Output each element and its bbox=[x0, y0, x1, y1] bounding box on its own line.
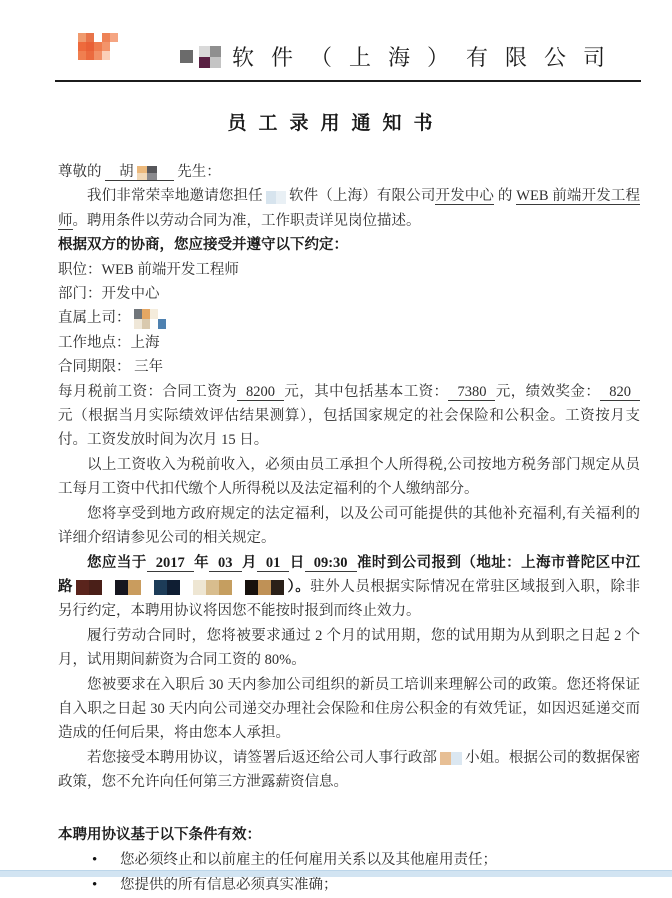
acceptance-paragraph bbox=[58, 746, 640, 795]
term-value: 上海 bbox=[130, 334, 160, 351]
invitation-text-end: 。聘用条件以劳动合同为准，工作职责详见岗位描述。 bbox=[72, 212, 421, 229]
report-text: 年 bbox=[193, 554, 210, 571]
window-bottom-strip bbox=[0, 870, 672, 877]
report-text: 准时到公司报到（地址：上海市普陀区中江路 bbox=[58, 554, 641, 595]
agreement-heading: 根据双方的协商，您应接受并遵守以下约定： bbox=[58, 237, 348, 254]
report-text: 日 bbox=[289, 554, 305, 571]
invitation-text-mid: 的 bbox=[497, 188, 513, 205]
bonus-value: 820 bbox=[600, 384, 640, 401]
term-label: 职位： bbox=[58, 261, 102, 278]
training-paragraph: 您被要求在入职后 30 天内参加公司组织的新员工培训来理解公司的政策。您还将保证自入职之日起 30 天内向公司递交办理社会保险和住房公积金的有效凭证，如因迟延递交而造成的任何后果，将由您本人承担。 bbox=[58, 676, 640, 742]
term-label: 直属上司： bbox=[58, 310, 131, 327]
invitation-text-a: 我们非常荣幸地邀请您担任 bbox=[87, 188, 263, 205]
recipient-name-redacted bbox=[137, 166, 157, 180]
report-time: 09:30 bbox=[305, 555, 357, 572]
conditions-heading: 本聘用协议基于以下条件有效： bbox=[58, 826, 261, 843]
bullet-icon bbox=[92, 848, 120, 872]
term-value: WEB 前端开发工程师 bbox=[101, 261, 239, 278]
base-salary-value: 7380 bbox=[448, 384, 495, 401]
condition-item bbox=[58, 873, 640, 897]
report-text: ）。 bbox=[287, 578, 311, 595]
company-name-redacted-inline bbox=[266, 191, 286, 204]
acceptance-text: 小姐。根据公司的数据保密政策，您不允许向任何第三方泄露薪资信息。 bbox=[58, 749, 640, 791]
report-year: 2017 bbox=[147, 555, 194, 572]
tax-paragraph: 以上工资收入为税前收入，必须由员工承担个人所得税,公司按地方税务部门规定从员工每月工资中代扣代缴个人所得税以及法定福利的个人缴纳部分。 bbox=[58, 456, 640, 498]
letterhead bbox=[55, 0, 641, 82]
bullet-icon bbox=[92, 873, 120, 897]
term-row-supervisor bbox=[58, 306, 640, 330]
report-tail-text: 驻外人员根据实际情况在常驻区域报到入职，除非另行约定，本聘用协议将因您不能按时报到而终止效力。 bbox=[58, 578, 641, 620]
welfare-paragraph: 您将享受到地方政府规定的法定福利，以及公司可能提供的其他补充福利,有关福利的详细介绍请参见公司的相关规定。 bbox=[58, 505, 640, 547]
term-value: 三年 bbox=[134, 359, 164, 376]
salary-text: 元，绩效奖金： bbox=[495, 383, 601, 400]
hr-contact-name-redacted bbox=[440, 752, 462, 765]
report-text: 您应当于 bbox=[87, 554, 147, 571]
condition-text: 您提供的所有信息必须真实准确； bbox=[120, 877, 338, 894]
condition-item bbox=[58, 848, 640, 872]
invitation-text-b: 软件（上海）有限公司 bbox=[288, 188, 436, 205]
address-redacted bbox=[76, 580, 284, 595]
letter-body bbox=[58, 160, 640, 898]
term-row-position bbox=[58, 258, 640, 282]
department-underlined: 开发中心 bbox=[435, 188, 495, 205]
salary-text: 元（根据当月实际绩效评估结果测算），包括国家规定的社会保险和公积金。工资按月支付。工资发放时间为次月 15 日。 bbox=[58, 408, 640, 449]
company-name-redacted-block-1 bbox=[180, 50, 193, 63]
term-label: 工作地点： bbox=[58, 334, 131, 351]
term-label: 部门： bbox=[58, 286, 102, 303]
supervisor-name-redacted bbox=[134, 309, 166, 329]
salary-text: 每月税前工资：合同工资为 bbox=[58, 383, 237, 400]
salary-text: 元，其中包括基本工资： bbox=[283, 383, 449, 400]
invitation-paragraph bbox=[58, 184, 640, 233]
term-row-location bbox=[58, 331, 640, 355]
term-label: 合同期限： bbox=[58, 359, 131, 376]
salutation-line bbox=[58, 160, 640, 184]
report-paragraph bbox=[58, 551, 640, 624]
report-text: 月 bbox=[241, 554, 257, 571]
role-underlined: WEB 前端开发工程师 bbox=[58, 188, 641, 229]
company-name-line bbox=[177, 41, 622, 72]
report-month: 03 bbox=[209, 555, 242, 572]
document-title: 员工录用通知书 bbox=[227, 113, 445, 134]
report-day: 01 bbox=[257, 555, 290, 572]
recipient-name-underlined bbox=[105, 164, 174, 181]
acceptance-text: 若您接受本聘用协议，请签署后返还给公司人事行政部 bbox=[87, 749, 437, 766]
term-value: 开发中心 bbox=[101, 286, 160, 303]
recipient-surname: 胡 bbox=[119, 164, 134, 180]
probation-paragraph: 履行劳动合同时，您将被要求通过 2 个月的试用期，您的试用期为从到职之日起 2 个月，试用期间薪资为合同工资的 80%。 bbox=[58, 627, 640, 669]
salutation-suffix: 先生： bbox=[177, 164, 221, 180]
salary-paragraph bbox=[58, 380, 640, 453]
term-row-contract-period bbox=[58, 355, 640, 379]
condition-text: 您必须终止和以前雇主的任何雇用关系以及其他雇用责任； bbox=[120, 851, 497, 868]
company-logo-redacted bbox=[78, 33, 118, 60]
contract-salary-value: 8200 bbox=[237, 384, 284, 401]
salutation-prefix: 尊敬的 bbox=[58, 164, 102, 180]
company-name-text: 软件（上海）有限公司 bbox=[232, 45, 623, 70]
company-name-redacted-block-2 bbox=[199, 46, 221, 68]
term-row-department bbox=[58, 282, 640, 306]
